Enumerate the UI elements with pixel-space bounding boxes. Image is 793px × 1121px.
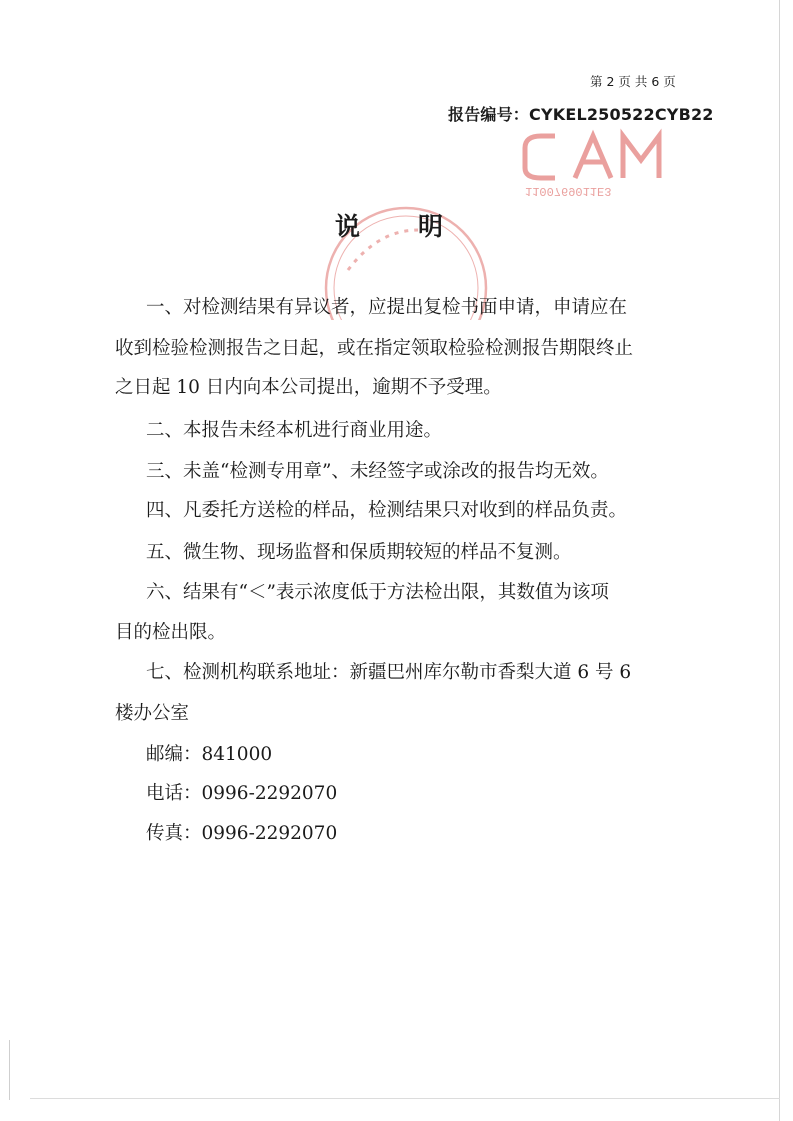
scan-edge-left — [9, 1040, 10, 1100]
clause-7-line-2: 楼办公室 — [115, 703, 190, 724]
page-number: 第 2 页 共 6 页 — [590, 74, 676, 89]
clause-5: 五、微生物、现场监督和保质期较短的样品不复测。 — [146, 542, 572, 563]
fax: 传真：0996-2292070 — [146, 823, 338, 844]
clause-1-line-2: 收到检验检测报告之日起，或在指定领取检验检测报告期限终止 — [115, 338, 634, 359]
clause-6-line-1: 六、结果有“＜”表示浓度低于方法检出限，其数值为该项 — [146, 582, 609, 603]
page-title: 说明 — [335, 212, 502, 241]
clause-6-line-2: 目的检出限。 — [115, 622, 227, 643]
stamp-number: 1100769011E3 — [525, 184, 612, 198]
postal-code: 邮编：841000 — [146, 744, 273, 765]
report-number: 报告编号：CYKEL250522CYB22 — [448, 105, 714, 124]
scan-edge-right — [779, 0, 780, 1121]
scan-edge-bottom — [30, 1098, 780, 1099]
clause-2: 二、本报告未经本机进行商业用途。 — [146, 420, 443, 441]
clause-1-line-3: 之日起 10 日内向本公司提出，逾期不予受理。 — [115, 377, 502, 398]
clause-1-line-1: 一、对检测结果有异议者，应提出复检书面申请，申请应在 — [146, 297, 628, 318]
clause-7-line-1: 七、检测机构联系地址：新疆巴州库尔勒市香梨大道 6 号 6 — [146, 662, 632, 683]
telephone: 电话：0996-2292070 — [146, 783, 338, 804]
clause-3: 三、未盖“检测专用章”、未经签字或涂改的报告均无效。 — [146, 461, 609, 482]
clause-4: 四、凡委托方送检的样品，检测结果只对收到的样品负责。 — [146, 500, 628, 521]
cma-stamp — [505, 118, 690, 198]
